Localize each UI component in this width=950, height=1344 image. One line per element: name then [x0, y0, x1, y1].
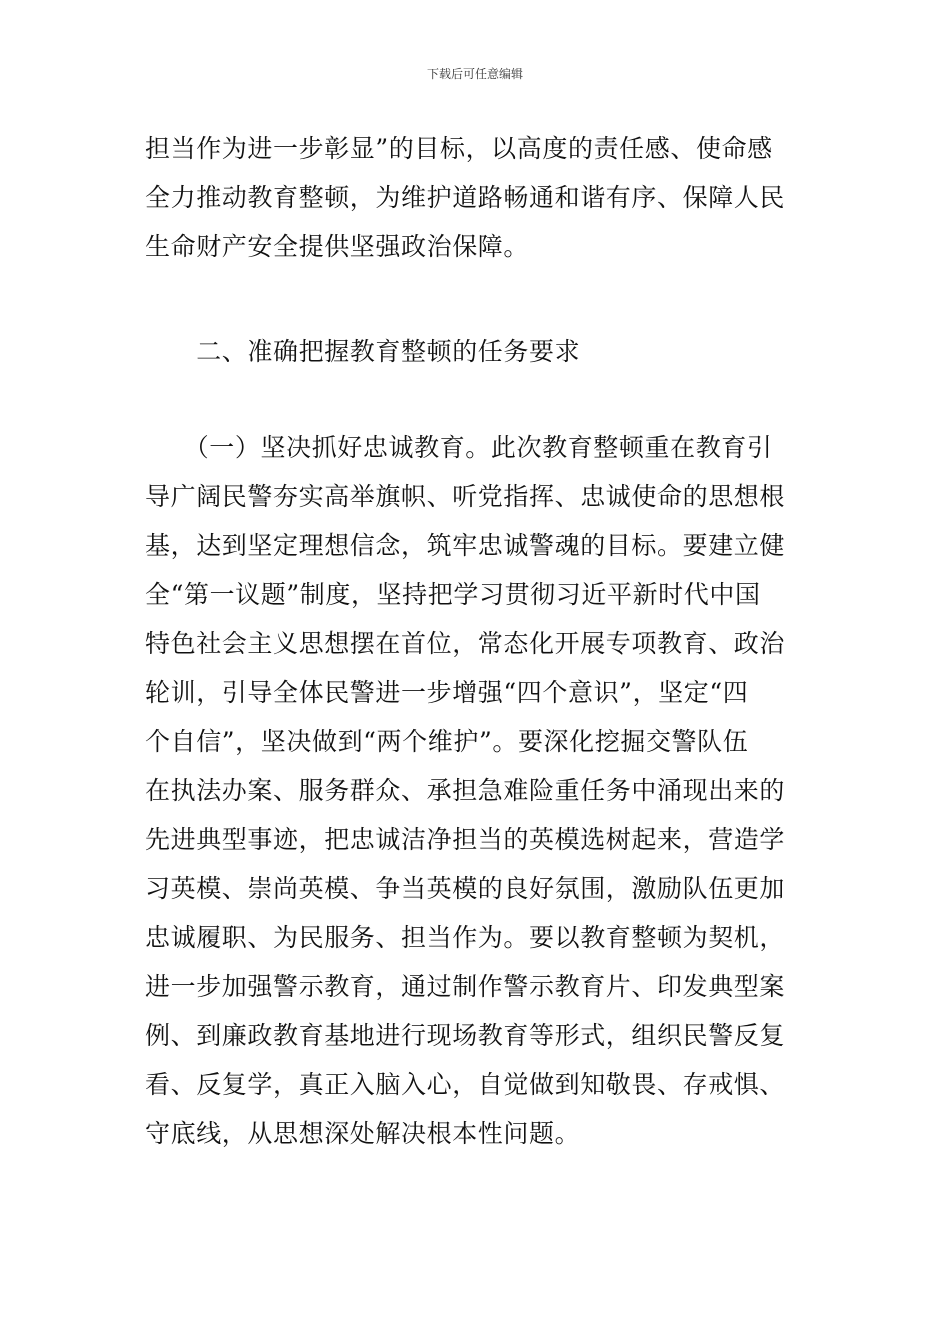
text-line: 全“第一议题”制度，坚持把学习贯彻习近平新时代中国	[145, 580, 761, 609]
text-line: 先进典型事迹，把忠诚洁净担当的英模选树起来，营造学	[145, 825, 786, 854]
heading-line: 二、准确把握教育整顿的任务要求	[145, 337, 581, 366]
text-line: 忠诚履职、为民服务、担当作为。要以教育整顿为契机，	[145, 923, 786, 952]
text-line: 个自信”，坚决做到“两个维护”。要深化挖掘交警队伍	[145, 727, 749, 756]
text-line: 在执法办案、服务群众、承担急难险重任务中涌现出来的	[145, 776, 786, 805]
text-line: 生命财产安全提供坚强政治保障。	[145, 232, 530, 261]
text-line: （一）坚决抓好忠诚教育。此次教育整顿重在教育引	[145, 433, 773, 462]
text-line: 导广阔民警夯实高举旗帜、听党指挥、忠诚使命的思想根	[145, 482, 786, 511]
text-line: 例、到廉政教育基地进行现场教育等形式，组织民警反复	[145, 1021, 786, 1050]
text-line: 特色社会主义思想摆在首位，常态化开展专项教育、政治	[145, 629, 786, 658]
text-line: 守底线，从思想深处解决根本性问题。	[145, 1119, 581, 1148]
paragraph-continuation	[145, 124, 810, 271]
text-line: 全力推动教育整顿，为维护道路畅通和谐有序、保障人民	[145, 183, 786, 212]
text-line: 担当作为进一步彰显”的目标，以高度的责任感、使命感	[145, 134, 773, 163]
text-line: 基，达到坚定理想信念，筑牢忠诚警魂的目标。要建立健	[145, 531, 786, 560]
paragraph-loyalty-education	[145, 423, 810, 1158]
text-line: 进一步加强警示教育，通过制作警示教育片、印发典型案	[145, 972, 786, 1001]
page-header: 下载后可任意编辑	[426, 67, 523, 81]
text-line: 看、反复学，真正入脑入心，自觉做到知敬畏、存戒惧、	[145, 1070, 786, 1099]
text-line: 习英模、崇尚英模、争当英模的良好氛围，激励队伍更加	[145, 874, 786, 903]
text-line: 轮训，引导全体民警进一步增强“四个意识”，坚定“四	[145, 678, 749, 707]
section-heading	[145, 327, 810, 376]
